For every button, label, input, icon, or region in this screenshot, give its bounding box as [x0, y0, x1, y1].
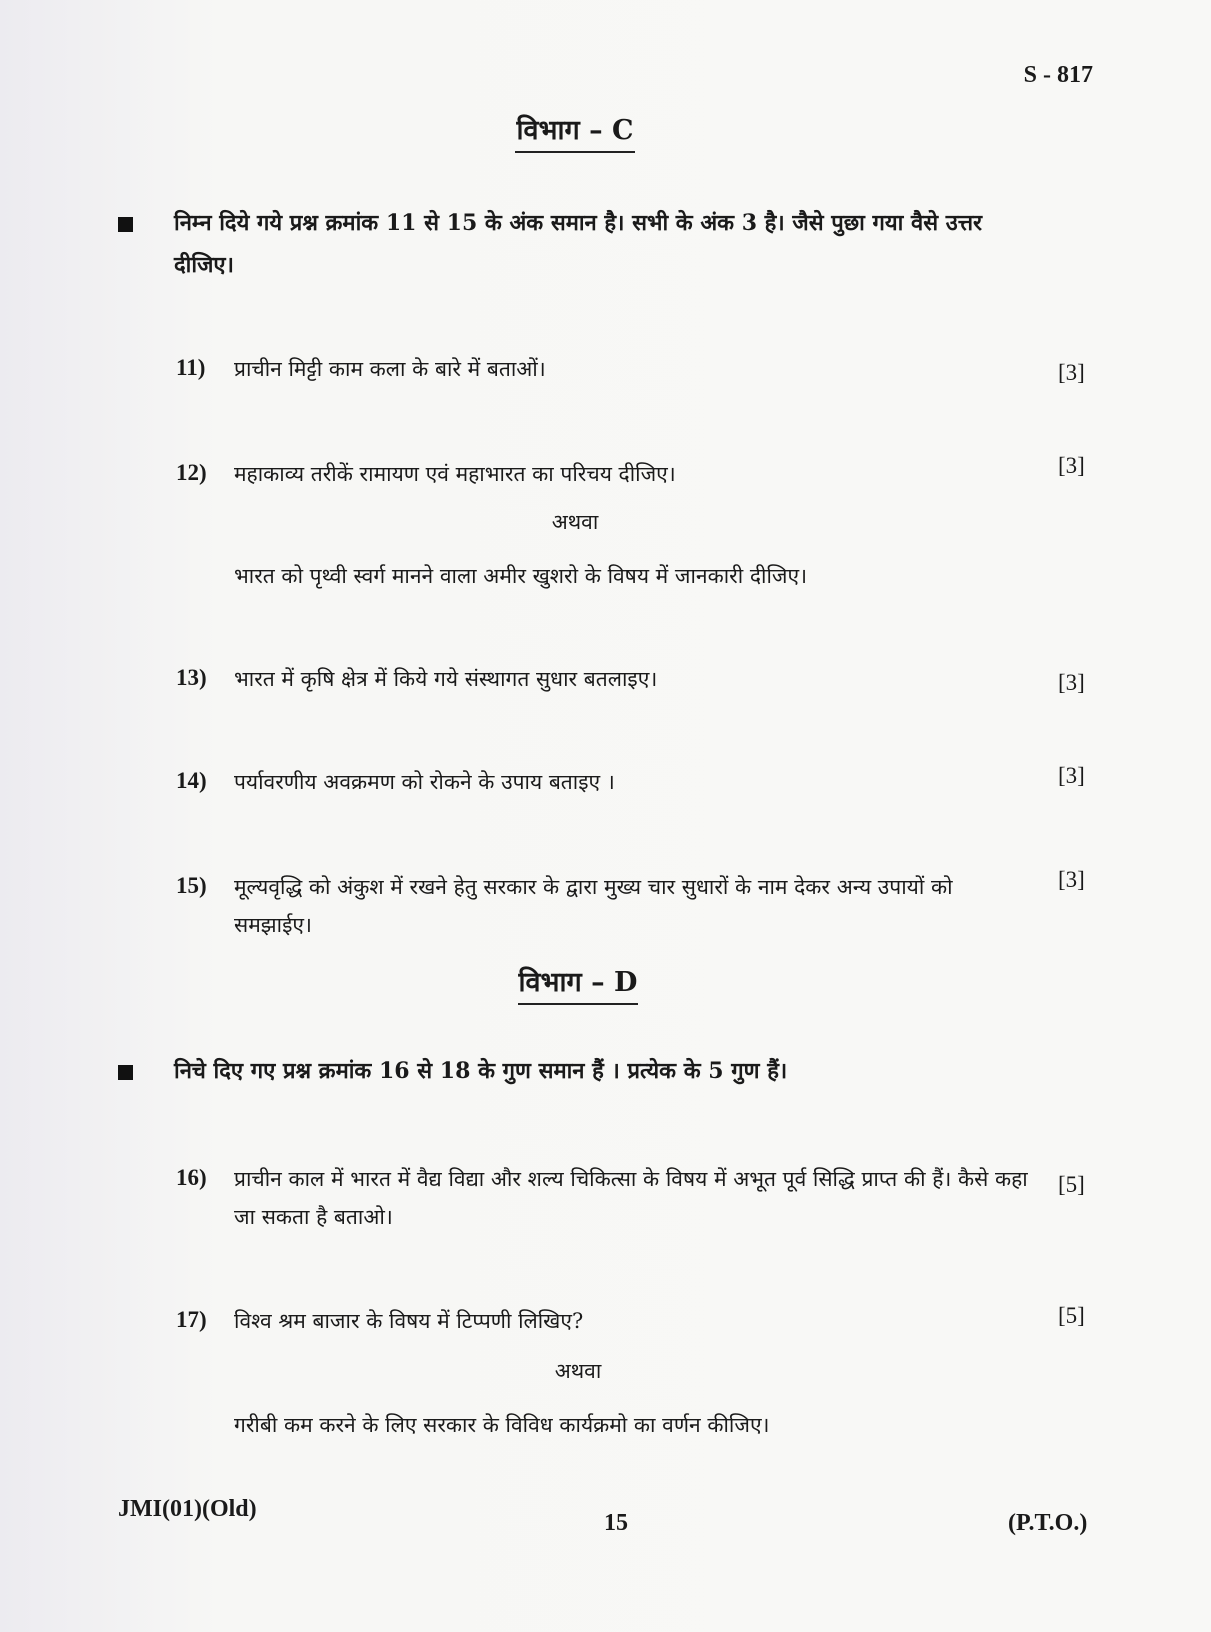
question-marks: [3]: [1058, 453, 1085, 478]
bullet-icon: [118, 217, 133, 232]
question-text: प्राचीन मिट्टी काम कला के बारे में बताओं।: [234, 357, 546, 381]
question-marks: [3]: [1058, 763, 1085, 788]
section-c-title: विभाग – C: [515, 110, 635, 153]
question-marks: [5]: [1058, 1303, 1085, 1328]
section-d-instruction: निचे दिए गए प्रश्न क्रमांक 16 से 18 के गुण समान हैं । प्रत्येक के 5 गुण हैं।: [174, 1058, 788, 1084]
question-number: 17): [176, 1307, 207, 1332]
section-c-instruction: निम्न दिये गये प्रश्न क्रमांक 11 से 15 के अंक समान है। सभी के अंक 3 है। जैसे पुछा गया वैसे उत्तर दीजिए।: [174, 210, 983, 278]
question-text: मूल्यवृद्धि को अंकुश में रखने हेतु सरकार के द्वारा मुख्य चार सुधारों के नाम देकर अन्य उपायों को समझाईए।: [234, 875, 953, 937]
alternate-question-text: भारत को पृथ्वी स्वर्ग मानने वाला अमीर खुशरो के विषय में जानकारी दीजिए।: [234, 564, 808, 588]
question-marks: [3]: [1058, 360, 1085, 385]
question-number: 16): [176, 1165, 207, 1190]
question-number: 13): [176, 665, 207, 690]
question-number: 15): [176, 873, 207, 898]
question-text: विश्व श्रम बाजार के विषय में टिप्पणी लिखिए?: [234, 1309, 584, 1333]
bullet-icon: [118, 1065, 133, 1080]
question-text: पर्यावरणीय अवक्रमण को रोकने के उपाय बताइए ।: [234, 770, 615, 794]
question-text: प्राचीन काल में भारत में वैद्य विद्या और शल्य चिकित्सा के विषय में अभूत पूर्व सिद्धि प्राप्त की हैं। कैसे कहा जा सकता है बताओ।: [234, 1167, 1028, 1229]
pto-label: (P.T.O.): [1008, 1510, 1088, 1536]
question-number: 14): [176, 768, 207, 793]
paper-code: S - 817: [1023, 62, 1093, 88]
question-text: भारत में कृषि क्षेत्र में किये गये संस्थागत सुधार बतलाइए।: [234, 667, 658, 691]
question-text: महाकाव्य तरीकें रामायण एवं महाभारत का परिचय दीजिए।: [234, 462, 676, 486]
footer-code: JMI(01)(Old): [118, 1496, 257, 1522]
question-number: 12): [176, 460, 207, 485]
question-marks: [3]: [1058, 867, 1085, 892]
alternate-question-text: गरीबी कम करने के लिए सरकार के विविध कार्यक्रमो का वर्णन कीजिए।: [234, 1413, 770, 1437]
or-label: अथवा: [554, 1359, 602, 1383]
question-marks: [3]: [1058, 670, 1085, 695]
question-marks: [5]: [1058, 1172, 1085, 1197]
question-number: 11): [176, 355, 206, 380]
page-number: 15: [604, 1510, 628, 1536]
section-d-title: विभाग – D: [518, 962, 638, 1005]
or-label: अथवा: [551, 510, 599, 534]
